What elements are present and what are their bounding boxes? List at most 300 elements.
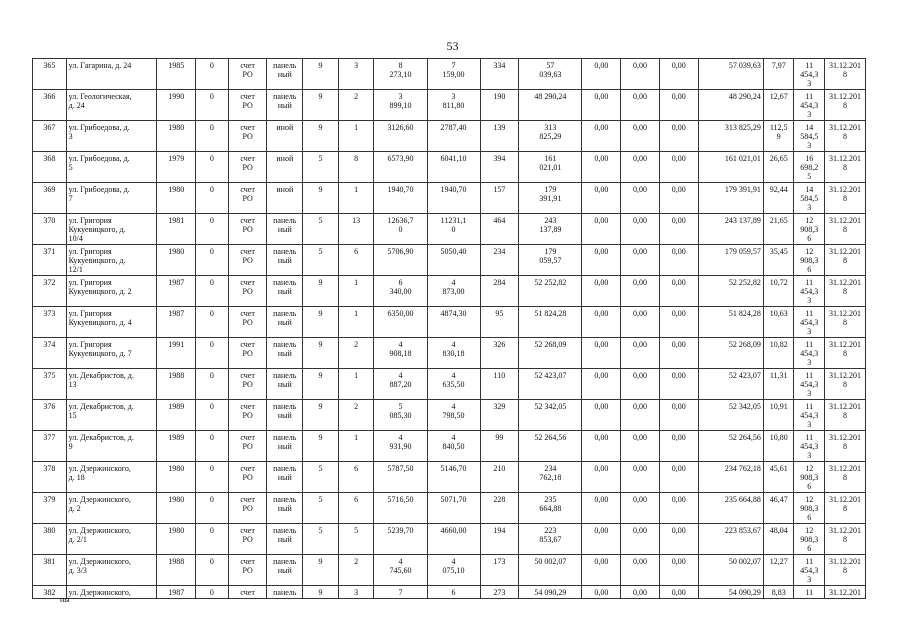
cell-year-built: 1989 — [157, 431, 196, 462]
cell-total-area: 4 931,90 — [374, 431, 427, 462]
cell-address: ул. Григория Кукуевицкого, д. 2 — [66, 276, 157, 307]
cell-total-area: 7 — [374, 586, 427, 599]
cell-account-type: счет РО — [228, 431, 267, 462]
cell-planned-cost: 179 391,91 — [519, 183, 582, 214]
cell-wall-material: панель ный — [267, 90, 303, 121]
cell-wall-material: панель ный — [267, 369, 303, 400]
cell-cost-col-b: 0,00 — [621, 307, 660, 338]
cell-row-number: 372 — [33, 276, 67, 307]
cell-row-number: 374 — [33, 338, 67, 369]
cell-col-zero: 0 — [196, 307, 229, 338]
cell-row-number: 371 — [33, 245, 67, 276]
cell-address: ул. Григория Кукуевицкого, д. 7 — [66, 338, 157, 369]
cell-cost-col-b: 0,00 — [621, 245, 660, 276]
cell-unit-cost: 10,72 — [763, 276, 794, 307]
cell-living-area: 4 075,10 — [427, 555, 480, 586]
table-row — [33, 586, 866, 599]
cell-cost-col-a: 0,00 — [582, 214, 621, 245]
cell-entrances: 6 — [338, 245, 374, 276]
cell-year-built: 1990 — [157, 90, 196, 121]
cell-year-built: 1980 — [157, 245, 196, 276]
cell-cost-col-c: 0,00 — [659, 183, 698, 214]
cell-wall-material: панель ный — [267, 462, 303, 493]
cell-cost-col-b: 0,00 — [621, 183, 660, 214]
cell-planned-cost: 52 252,82 — [519, 276, 582, 307]
cell-unit-limit: 11 454,3 3 — [794, 555, 825, 586]
cell-wall-material: панель ный — [267, 524, 303, 555]
cell-unit-cost: 11,31 — [763, 369, 794, 400]
cell-year-built: 1987 — [157, 586, 196, 599]
cell-unit-cost: 112,5 9 — [763, 121, 794, 152]
cell-year-built: 1988 — [157, 369, 196, 400]
cell-floors: 5 — [303, 245, 339, 276]
cell-cost-col-a: 0,00 — [582, 586, 621, 599]
cell-entrances: 2 — [338, 400, 374, 431]
cell-unit-limit: 11 454,3 3 — [794, 276, 825, 307]
cell-deadline: 31.12.201 8 — [825, 183, 866, 214]
cell-living-area: 5071,70 — [427, 493, 480, 524]
cell-cost-col-b: 0,00 — [621, 276, 660, 307]
cell-total-cost: 223 853,67 — [698, 524, 763, 555]
cell-entrances: 2 — [338, 90, 374, 121]
cell-residents: 464 — [480, 214, 519, 245]
cell-planned-cost: 223 853,67 — [519, 524, 582, 555]
cell-entrances: 1 — [338, 276, 374, 307]
cell-cost-col-a: 0,00 — [582, 276, 621, 307]
cell-cost-col-b: 0,00 — [621, 59, 660, 90]
cell-cost-col-a: 0,00 — [582, 400, 621, 431]
cell-unit-limit: 16 698,2 5 — [794, 152, 825, 183]
cell-address: ул. Геологическая, д. 24 — [66, 90, 157, 121]
cell-col-zero: 0 — [196, 152, 229, 183]
cell-total-cost: 54 090,29 — [698, 586, 763, 599]
cell-planned-cost: 52 268,09 — [519, 338, 582, 369]
cell-living-area: 1940,70 — [427, 183, 480, 214]
cell-planned-cost: 54 090,29 — [519, 586, 582, 599]
cell-residents: 157 — [480, 183, 519, 214]
cell-total-cost: 52 268,09 — [698, 338, 763, 369]
cell-planned-cost: 51 824,28 — [519, 307, 582, 338]
cell-floors: 9 — [303, 586, 339, 599]
cell-cost-col-b: 0,00 — [621, 338, 660, 369]
table-row — [33, 338, 866, 369]
cell-wall-material: панель ный — [267, 59, 303, 90]
cell-row-number: 382 — [33, 586, 67, 599]
cell-cost-col-b: 0,00 — [621, 400, 660, 431]
cell-row-number: 376 — [33, 400, 67, 431]
cell-col-zero: 0 — [196, 183, 229, 214]
cell-cost-col-c: 0,00 — [659, 59, 698, 90]
cell-address: ул. Дзержинского, д. 3/3 — [66, 555, 157, 586]
table-row — [33, 307, 866, 338]
cell-residents: 95 — [480, 307, 519, 338]
cell-living-area: 4 830,18 — [427, 338, 480, 369]
cell-residents: 228 — [480, 493, 519, 524]
cell-unit-cost: 10,82 — [763, 338, 794, 369]
cell-unit-limit: 11 454,3 3 — [794, 400, 825, 431]
cell-residents: 99 — [480, 431, 519, 462]
cell-cost-col-c: 0,00 — [659, 276, 698, 307]
cell-cost-col-a: 0,00 — [582, 338, 621, 369]
cell-cost-col-b: 0,00 — [621, 152, 660, 183]
cell-account-type: счет РО — [228, 152, 267, 183]
cell-address: ул. Дзержинского, д. 18 — [66, 462, 157, 493]
cell-cost-col-c: 0,00 — [659, 400, 698, 431]
cell-living-area: 4874,30 — [427, 307, 480, 338]
cell-planned-cost: 52 342,05 — [519, 400, 582, 431]
cell-account-type: счет РО — [228, 90, 267, 121]
cell-entrances: 1 — [338, 121, 374, 152]
cell-col-zero: 0 — [196, 338, 229, 369]
cell-row-number: 381 — [33, 555, 67, 586]
cell-residents: 394 — [480, 152, 519, 183]
cell-account-type: счет РО — [228, 400, 267, 431]
cell-living-area: 4 873,00 — [427, 276, 480, 307]
cell-year-built: 1980 — [157, 462, 196, 493]
table-row — [33, 214, 866, 245]
cell-wall-material: иной — [267, 121, 303, 152]
cell-wall-material: панель ный — [267, 276, 303, 307]
cell-deadline: 31.12.201 8 — [825, 400, 866, 431]
cell-year-built: 1980 — [157, 493, 196, 524]
cell-entrances: 13 — [338, 214, 374, 245]
cell-deadline: 31.12.201 8 — [825, 307, 866, 338]
cell-year-built: 1988 — [157, 555, 196, 586]
cell-col-zero: 0 — [196, 276, 229, 307]
cell-cost-col-a: 0,00 — [582, 59, 621, 90]
cell-cost-col-b: 0,00 — [621, 462, 660, 493]
cell-cost-col-b: 0,00 — [621, 121, 660, 152]
cell-cost-col-a: 0,00 — [582, 245, 621, 276]
cell-entrances: 5 — [338, 524, 374, 555]
cell-total-cost: 235 664,88 — [698, 493, 763, 524]
cell-total-cost: 52 264,56 — [698, 431, 763, 462]
cell-unit-cost: 26,65 — [763, 152, 794, 183]
cell-cost-col-c: 0,00 — [659, 245, 698, 276]
cell-total-cost: 52 252,82 — [698, 276, 763, 307]
cell-address: ул. Дзержинского, д. 2 — [66, 493, 157, 524]
cell-cost-col-a: 0,00 — [582, 524, 621, 555]
cell-unit-limit: 11 454,3 3 — [794, 369, 825, 400]
cell-unit-cost: 8,83 — [763, 586, 794, 599]
cell-address: ул. Грибоедова, д. 3 — [66, 121, 157, 152]
table-row — [33, 121, 866, 152]
cell-address: ул. Декабристов, д. 9 — [66, 431, 157, 462]
cell-wall-material: панель ный — [267, 400, 303, 431]
cell-residents: 110 — [480, 369, 519, 400]
cell-planned-cost: 161 021,01 — [519, 152, 582, 183]
cell-col-zero: 0 — [196, 121, 229, 152]
footer-text: ны — [60, 595, 70, 604]
table-row — [33, 245, 866, 276]
cell-account-type: счет РО — [228, 307, 267, 338]
cell-living-area: 6041,10 — [427, 152, 480, 183]
cell-deadline: 31.12.201 8 — [825, 276, 866, 307]
cell-row-number: 367 — [33, 121, 67, 152]
cell-cost-col-b: 0,00 — [621, 90, 660, 121]
cell-residents: 334 — [480, 59, 519, 90]
cell-col-zero: 0 — [196, 400, 229, 431]
cell-row-number: 379 — [33, 493, 67, 524]
cell-cost-col-b: 0,00 — [621, 524, 660, 555]
cell-floors: 5 — [303, 152, 339, 183]
cell-living-area: 4 798,50 — [427, 400, 480, 431]
cell-row-number: 369 — [33, 183, 67, 214]
cell-total-cost: 52 423,07 — [698, 369, 763, 400]
cell-row-number: 380 — [33, 524, 67, 555]
cell-floors: 5 — [303, 462, 339, 493]
cell-cost-col-a: 0,00 — [582, 121, 621, 152]
cell-row-number: 370 — [33, 214, 67, 245]
cell-deadline: 31.12.201 8 — [825, 338, 866, 369]
cell-account-type: счет РО — [228, 276, 267, 307]
cell-deadline: 31.12.201 — [825, 586, 866, 599]
cell-entrances: 2 — [338, 338, 374, 369]
cell-cost-col-c: 0,00 — [659, 214, 698, 245]
cell-wall-material: панель ный — [267, 245, 303, 276]
cell-total-area: 5716,50 — [374, 493, 427, 524]
cell-cost-col-a: 0,00 — [582, 369, 621, 400]
cell-deadline: 31.12.201 8 — [825, 524, 866, 555]
cell-year-built: 1989 — [157, 400, 196, 431]
cell-account-type: счет РО — [228, 245, 267, 276]
cell-deadline: 31.12.201 8 — [825, 369, 866, 400]
cell-col-zero: 0 — [196, 555, 229, 586]
cell-living-area: 5146,70 — [427, 462, 480, 493]
cell-col-zero: 0 — [196, 586, 229, 599]
cell-row-number: 378 — [33, 462, 67, 493]
cell-total-cost: 313 825,29 — [698, 121, 763, 152]
cell-account-type: счет РО — [228, 493, 267, 524]
cell-unit-limit: 11 454,3 3 — [794, 431, 825, 462]
cell-total-area: 5 085,30 — [374, 400, 427, 431]
cell-planned-cost: 179 059,57 — [519, 245, 582, 276]
cell-unit-limit: 11 454,3 3 — [794, 59, 825, 90]
cell-unit-limit: 14 584,5 3 — [794, 183, 825, 214]
cell-floors: 5 — [303, 524, 339, 555]
table-row — [33, 524, 866, 555]
cell-col-zero: 0 — [196, 90, 229, 121]
cell-entrances: 6 — [338, 493, 374, 524]
cell-living-area: 7 159,00 — [427, 59, 480, 90]
cell-deadline: 31.12.201 8 — [825, 121, 866, 152]
cell-entrances: 1 — [338, 431, 374, 462]
cell-wall-material: иной — [267, 152, 303, 183]
cell-address: ул. Дзержинского, д. 2/1 — [66, 524, 157, 555]
cell-entrances: 2 — [338, 555, 374, 586]
cell-year-built: 1991 — [157, 338, 196, 369]
cell-cost-col-b: 0,00 — [621, 586, 660, 599]
cell-residents: 284 — [480, 276, 519, 307]
cell-floors: 9 — [303, 369, 339, 400]
cell-deadline: 31.12.201 8 — [825, 245, 866, 276]
cell-cost-col-a: 0,00 — [582, 183, 621, 214]
cell-total-area: 6350,00 — [374, 307, 427, 338]
cell-col-zero: 0 — [196, 493, 229, 524]
cell-year-built: 1980 — [157, 183, 196, 214]
cell-address: ул. Дзержинского, — [66, 586, 157, 599]
cell-cost-col-b: 0,00 — [621, 214, 660, 245]
cell-unit-cost: 10,91 — [763, 400, 794, 431]
cell-unit-limit: 12 908,3 6 — [794, 245, 825, 276]
cell-total-area: 3 899,10 — [374, 90, 427, 121]
cell-unit-limit: 11 454,3 3 — [794, 90, 825, 121]
cell-unit-limit: 12 908,3 6 — [794, 462, 825, 493]
cell-cost-col-a: 0,00 — [582, 152, 621, 183]
cell-year-built: 1981 — [157, 214, 196, 245]
cell-planned-cost: 52 264,56 — [519, 431, 582, 462]
table-row — [33, 183, 866, 214]
cell-unit-limit: 11 454,3 3 — [794, 338, 825, 369]
cell-unit-cost: 45,61 — [763, 462, 794, 493]
cell-address: ул. Декабристов, д. 15 — [66, 400, 157, 431]
cell-col-zero: 0 — [196, 431, 229, 462]
cell-residents: 210 — [480, 462, 519, 493]
cell-total-area: 4 908,18 — [374, 338, 427, 369]
cell-account-type: счет — [228, 586, 267, 599]
table-row — [33, 400, 866, 431]
housing-register-table — [32, 58, 866, 599]
cell-deadline: 31.12.201 8 — [825, 90, 866, 121]
table-row — [33, 59, 866, 90]
cell-cost-col-b: 0,00 — [621, 431, 660, 462]
cell-row-number: 365 — [33, 59, 67, 90]
cell-deadline: 31.12.201 8 — [825, 59, 866, 90]
table-row — [33, 431, 866, 462]
cell-address: ул. Григория Кукуевицкого, д. 10/4 — [66, 214, 157, 245]
cell-total-area: 12636,7 0 — [374, 214, 427, 245]
cell-account-type: счет РО — [228, 369, 267, 400]
cell-entrances: 3 — [338, 59, 374, 90]
cell-account-type: счет РО — [228, 338, 267, 369]
table-row — [33, 276, 866, 307]
cell-total-area: 6 340,00 — [374, 276, 427, 307]
cell-floors: 9 — [303, 121, 339, 152]
cell-residents: 190 — [480, 90, 519, 121]
cell-deadline: 31.12.201 8 — [825, 555, 866, 586]
cell-living-area: 6 — [427, 586, 480, 599]
cell-floors: 5 — [303, 214, 339, 245]
cell-unit-limit: 11 454,3 3 — [794, 307, 825, 338]
cell-row-number: 377 — [33, 431, 67, 462]
cell-cost-col-c: 0,00 — [659, 586, 698, 599]
cell-living-area: 4 840,50 — [427, 431, 480, 462]
cell-floors: 9 — [303, 276, 339, 307]
cell-unit-cost: 12,67 — [763, 90, 794, 121]
cell-cost-col-b: 0,00 — [621, 493, 660, 524]
cell-account-type: счет РО — [228, 524, 267, 555]
cell-residents: 173 — [480, 555, 519, 586]
cell-floors: 9 — [303, 90, 339, 121]
cell-wall-material: панель ный — [267, 493, 303, 524]
cell-col-zero: 0 — [196, 59, 229, 90]
cell-unit-limit: 12 908,3 6 — [794, 493, 825, 524]
cell-cost-col-c: 0,00 — [659, 307, 698, 338]
cell-wall-material: иной — [267, 183, 303, 214]
cell-cost-col-b: 0,00 — [621, 369, 660, 400]
cell-address: ул. Григория Кукуевицкого, д. 12/1 — [66, 245, 157, 276]
cell-wall-material: панель ный — [267, 338, 303, 369]
cell-col-zero: 0 — [196, 245, 229, 276]
cell-row-number: 375 — [33, 369, 67, 400]
cell-deadline: 31.12.201 8 — [825, 493, 866, 524]
cell-cost-col-c: 0,00 — [659, 555, 698, 586]
table-row — [33, 90, 866, 121]
cell-living-area: 11231,1 0 — [427, 214, 480, 245]
cell-entrances: 6 — [338, 462, 374, 493]
cell-planned-cost: 313 825,29 — [519, 121, 582, 152]
cell-wall-material: панель ный — [267, 431, 303, 462]
cell-living-area: 5050,40 — [427, 245, 480, 276]
cell-year-built: 1985 — [157, 59, 196, 90]
cell-planned-cost: 243 137,89 — [519, 214, 582, 245]
cell-unit-cost: 10,63 — [763, 307, 794, 338]
cell-row-number: 366 — [33, 90, 67, 121]
cell-planned-cost: 57 039,63 — [519, 59, 582, 90]
cell-cost-col-c: 0,00 — [659, 493, 698, 524]
cell-cost-col-c: 0,00 — [659, 121, 698, 152]
cell-year-built: 1987 — [157, 307, 196, 338]
cell-floors: 9 — [303, 400, 339, 431]
cell-cost-col-c: 0,00 — [659, 369, 698, 400]
cell-wall-material: панель ный — [267, 214, 303, 245]
cell-unit-limit: 11 — [794, 586, 825, 599]
cell-total-area: 6573,90 — [374, 152, 427, 183]
cell-row-number: 373 — [33, 307, 67, 338]
cell-year-built: 1980 — [157, 524, 196, 555]
cell-unit-cost: 12,27 — [763, 555, 794, 586]
cell-row-number: 368 — [33, 152, 67, 183]
cell-total-cost: 48 290,24 — [698, 90, 763, 121]
cell-total-cost: 161 021,01 — [698, 152, 763, 183]
cell-deadline: 31.12.201 8 — [825, 214, 866, 245]
cell-cost-col-c: 0,00 — [659, 90, 698, 121]
cell-total-area: 8 273,10 — [374, 59, 427, 90]
cell-total-area: 5239,70 — [374, 524, 427, 555]
cell-account-type: счет РО — [228, 183, 267, 214]
cell-floors: 9 — [303, 183, 339, 214]
cell-col-zero: 0 — [196, 462, 229, 493]
cell-residents: 329 — [480, 400, 519, 431]
cell-cost-col-a: 0,00 — [582, 462, 621, 493]
cell-col-zero: 0 — [196, 524, 229, 555]
cell-cost-col-c: 0,00 — [659, 152, 698, 183]
cell-cost-col-c: 0,00 — [659, 524, 698, 555]
cell-address: ул. Декабристов, д. 13 — [66, 369, 157, 400]
cell-address: ул. Грибоедова, д. 7 — [66, 183, 157, 214]
cell-cost-col-a: 0,00 — [582, 555, 621, 586]
cell-year-built: 1980 — [157, 121, 196, 152]
cell-unit-cost: 21,65 — [763, 214, 794, 245]
cell-cost-col-a: 0,00 — [582, 90, 621, 121]
cell-year-built: 1987 — [157, 276, 196, 307]
cell-floors: 9 — [303, 338, 339, 369]
cell-total-cost: 57 039,63 — [698, 59, 763, 90]
cell-unit-cost: 92,44 — [763, 183, 794, 214]
page-number: 53 — [446, 39, 459, 53]
cell-unit-limit: 14 584,5 3 — [794, 121, 825, 152]
cell-total-area: 4 887,20 — [374, 369, 427, 400]
cell-planned-cost: 235 664,88 — [519, 493, 582, 524]
cell-wall-material: панель ный — [267, 307, 303, 338]
cell-floors: 5 — [303, 493, 339, 524]
cell-account-type: счет РО — [228, 462, 267, 493]
cell-wall-material: панель ный — [267, 555, 303, 586]
cell-deadline: 31.12.201 8 — [825, 462, 866, 493]
cell-planned-cost: 50 002,07 — [519, 555, 582, 586]
table-row — [33, 462, 866, 493]
cell-unit-cost: 35,45 — [763, 245, 794, 276]
